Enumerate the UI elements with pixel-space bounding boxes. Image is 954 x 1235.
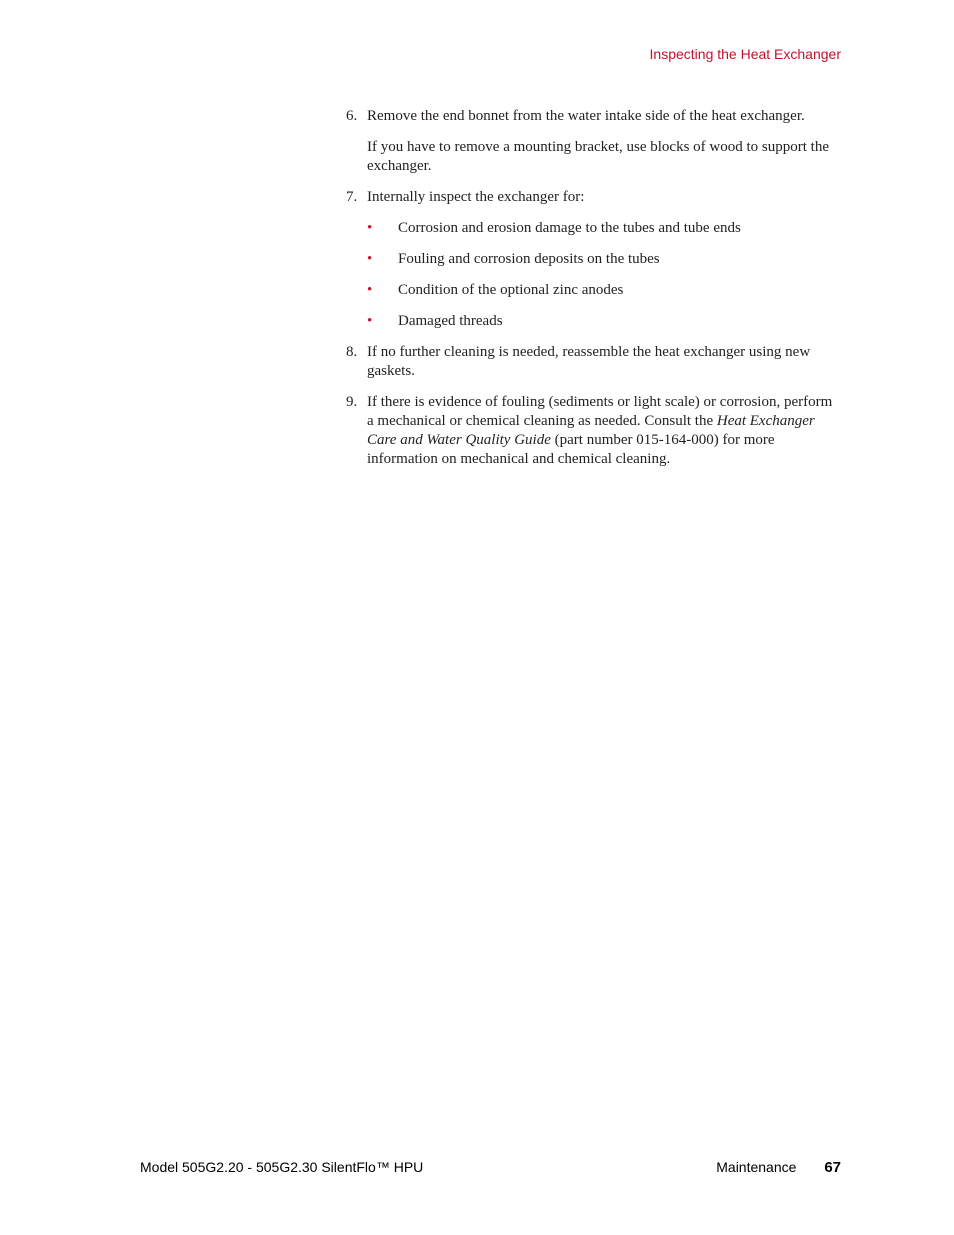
step-7	[346, 188, 836, 207]
step-number: 7.	[346, 189, 358, 205]
list-item-text: Damaged threads	[398, 313, 503, 329]
step-text-outro: (part number 015-164-000) for more information on mechanical and chemical cleaning.	[367, 432, 775, 467]
bullet-icon: •	[367, 220, 373, 236]
procedure-content	[346, 107, 836, 481]
list-item	[367, 281, 836, 300]
step-9	[346, 393, 836, 469]
step-text-intro: If there is evidence of fouling (sediments or light scale) or corrosion, perform a mechanical or chemical cleaning as needed. Consult the	[367, 394, 833, 429]
running-header-title: Inspecting the Heat Exchanger	[649, 46, 841, 62]
step-text: If no further cleaning is needed, reassemble the heat exchanger using new gaskets.	[367, 344, 811, 379]
list-item-text: Corrosion and erosion damage to the tubes and tube ends	[398, 220, 741, 236]
bullet-icon: •	[367, 313, 373, 329]
step-6	[346, 107, 836, 126]
list-item	[367, 250, 836, 269]
step-number: 6.	[346, 108, 358, 124]
footer-section-name: Maintenance	[716, 1159, 797, 1175]
list-item	[367, 219, 836, 238]
list-item	[367, 312, 836, 331]
list-item-text: Fouling and corrosion deposits on the tubes	[398, 251, 660, 267]
footer-product-name: Model 505G2.20 - 505G2.30 SilentFlo™ HPU	[140, 1159, 424, 1175]
step-number: 9.	[346, 394, 358, 410]
step-note: If you have to remove a mounting bracket, use blocks of wood to support the exchanger.	[367, 139, 829, 174]
list-item-text: Condition of the optional zinc anodes	[398, 282, 624, 298]
inspection-checklist	[367, 219, 836, 331]
step-8	[346, 343, 836, 381]
step-number: 8.	[346, 344, 358, 360]
page-number: 67	[824, 1159, 841, 1176]
step-text: Remove the end bonnet from the water intake side of the heat exchanger.	[367, 108, 805, 124]
step-text: Internally inspect the exchanger for:	[367, 189, 585, 205]
guide-title-reference: Heat Exchanger Care and Water Quality Guide	[367, 413, 815, 448]
bullet-icon: •	[367, 282, 373, 298]
footer-right	[716, 1159, 841, 1176]
bullet-icon: •	[367, 251, 373, 267]
